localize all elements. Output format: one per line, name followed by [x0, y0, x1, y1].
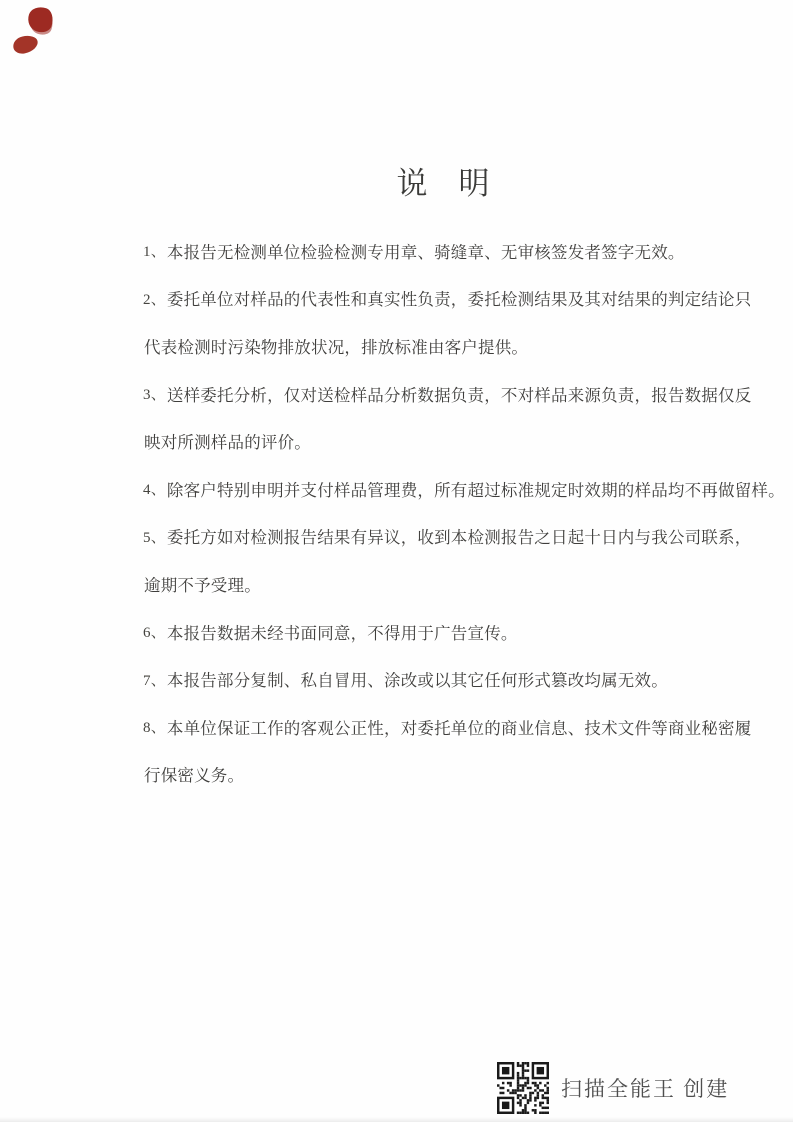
note-text: 委托方如对检测报告结果有异议，收到本检测报告之日起十日内与我公司联系， — [166, 528, 752, 548]
red-ink-mark — [12, 34, 40, 56]
note-line — [143, 322, 768, 370]
note-line — [143, 608, 768, 656]
scanner-watermark-label: 扫描全能王 创建 — [561, 1077, 730, 1101]
note-line — [143, 513, 768, 561]
note-text: 映对所测样品的评价。 — [144, 433, 311, 453]
note-line — [143, 751, 768, 799]
note-number: 1、 — [143, 244, 166, 261]
qr-code-icon — [497, 1062, 549, 1114]
note-line — [143, 227, 768, 275]
note-text: 本报告数据未经书面同意，不得用于广告宣传。 — [166, 623, 518, 643]
note-number: 8、 — [143, 720, 166, 737]
note-number: 5、 — [143, 529, 166, 546]
note-line — [143, 560, 768, 608]
note-line — [143, 417, 768, 465]
note-number: 4、 — [143, 482, 166, 499]
red-ink-mark — [25, 4, 57, 36]
notes-list — [143, 227, 785, 798]
page-title: 说 明 — [396, 166, 490, 201]
note-number: 2、 — [143, 291, 166, 308]
note-text: 本单位保证工作的客观公正性，对委托单位的商业信息、技术文件等商业秘密履 — [166, 718, 752, 738]
note-text: 本报告部分复制、私自冒用、涂改或以其它任何形式篡改均属无效。 — [166, 671, 668, 691]
note-text: 委托单位对样品的代表性和真实性负责，委托检测结果及其对结果的判定结论只 — [166, 290, 752, 310]
note-number: 3、 — [143, 387, 166, 404]
note-line — [143, 655, 768, 703]
note-text: 本报告无检测单位检验检测专用章、骑缝章、无审核签发者签字无效。 — [166, 242, 685, 262]
note-line — [143, 465, 785, 513]
note-text: 送样委托分析，仅对送检样品分析数据负责，不对样品来源负责，报告数据仅反 — [166, 385, 752, 405]
scan-edge — [0, 1117, 793, 1122]
note-line — [143, 703, 768, 751]
scanner-watermark — [497, 1062, 729, 1114]
note-number: 7、 — [143, 672, 166, 689]
note-text: 行保密义务。 — [144, 766, 245, 786]
note-text: 代表检测时污染物排放状况，排放标准由客户提供。 — [144, 337, 529, 357]
note-text: 逾期不予受理。 — [144, 575, 261, 595]
note-text: 除客户特别申明并支付样品管理费，所有超过标准规定时效期的样品均不再做留样。 — [166, 480, 785, 500]
note-number: 6、 — [143, 625, 166, 642]
note-line — [143, 370, 768, 418]
note-line — [143, 275, 768, 323]
